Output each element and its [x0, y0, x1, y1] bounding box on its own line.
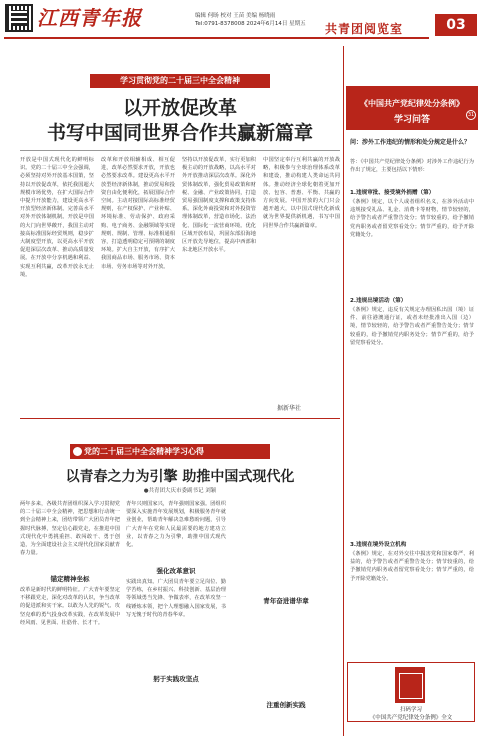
- article1-column-4: 中国坚定奉行互利共赢的开放战略，积极参与全球治理体系改革和建设，推动构建人类命运共同体。推动经济全球化朝着更加开放、包容、普惠、平衡、共赢的方向发展。中国开放的大门只会越开越大，以中国式现代化新成就为世界提供新机遇，书写中国同世界合作共赢新篇章。: [263, 157, 340, 229]
- article2-kicker: 党的二十届三中全会精神学习心得: [84, 447, 204, 456]
- article1-kicker: 学习贯彻党的二十届三中全会精神: [120, 76, 240, 85]
- article2-paragraph-3: 青年兴则国家兴，青年强则国家强。团组织要深入实施青年发展规划，积极服务青年就业创业，帮助青年解决急难愁盼问题，引导广大青年在党和人民最需要的地方建功立业，以青春之力为引擎，助推中国式现代化。: [126, 501, 226, 549]
- sidebar-subhead-2: 2.违规出境活动（第）: [350, 298, 407, 304]
- qr-promo-caption-2: 《中国共产党纪律处分条例》全文: [369, 715, 453, 721]
- sidebar-subhead-3: 3.违规在境外设立机构: [350, 542, 407, 548]
- article2-paragraph-4: 实践出真知。广大团员青年要立足岗位、勤学苦练，在乡村振兴、科技创新、基层治理等领域勇当先锋、争做表率，在改革攻坚一线锤炼本领，把个人理想融入国家发展，书写无愧于时代的青春华章。: [126, 579, 226, 618]
- article1-column-2: 改革和开放相辅相成、相互促进，改革必然要求开放，开放也必然要求改革。建设更高水平开放型经济新体制，推动贸易和投资自由化便利化，拓展国际合作空间。主动对接国际高标准经贸规则，在产权保护、产业补贴、环境标准、劳动保护、政府采购、电子商务、金融领域等实现规则、规制、管理、标准相通相容，打造透明稳定可预期的制度环境。扩大自主开放，有序扩大我国商品市场、服务市场、资本市场、劳务市场等对外开放。: [101, 157, 175, 270]
- sidebar-title: 《中国共产党纪律处分条例》: [360, 99, 464, 108]
- sidebar-answer-intro: 答：《中国共产党纪律处分条例》对涉外工作违纪行为作出了规定，主要包括以下情形：: [350, 159, 474, 174]
- sidebar-text-3: 《条例》规定，在对外交往中损害党和国家尊严、利益的，给予警告或者严重警告处分；情节较重的，给予撤销党内职务或者留党察看处分；情节严重的，给予开除党籍处分。: [350, 551, 474, 582]
- meta-line-1: 编辑 何旸 校对 王苗 美编 杨晓雨: [195, 13, 276, 19]
- article2-subhead-2: 强化改革意识: [156, 567, 196, 575]
- sidebar-number-badge: 31: [467, 112, 475, 118]
- sidebar-question: 问：涉外工作违纪的情形和处分规定是什么？: [350, 139, 471, 146]
- top-rule: [4, 37, 429, 39]
- article1-column-3: 坚持以开放促改革，实行更加积极主动的开放战略，以高水平对外开放推动深层次改革。深化外贸体制改革，强化贸易政策和财税、金融、产业政策协同，打造贸易强国制度支撑和政策支持体系。深化外商投资和对外投资管理体制改革，营造市场化、法治化、国际化一流营商环境。优化区域开放布局，巩固东部沿海地区开放先导地位，提高中西部和东北地区开放水平。: [182, 157, 256, 254]
- sidebar-text-2: 《条例》规定，违反有关规定办理因私出国（境）证件、前往港澳通行证，或者未经批准出入国（边）境，情节较轻的，给予警告或者严重警告处分；情节较重的，给予撤销党内职务处分；情节严重的，给予留党察看处分。: [350, 307, 474, 346]
- article1-column-1: 开放是中国式现代化的鲜明标识。党的二十届三中全会强调，必须坚持对外开放基本国策，坚持以开放促改革，依托我国超大规模市场优势，在扩大国际合作中提升开放能力，建设更高水平开放型经济新体制。完善高水平对外开放体制机制。开放是中国的大门向世界敞开，我国主动对接高标准国际经贸规则，稳步扩大制度型开放，以更高水平开放促进深层次改革、推动高质量发展。在开放中分享机遇和利益、实现互利共赢，改革开放永无止境。: [20, 157, 94, 278]
- page-number: 03: [435, 14, 477, 36]
- sidebar-subhead-1: 1.违规审批、接受境外捐赠（第）: [350, 190, 435, 196]
- article2-subhead-4: 青年奋进谱华章: [263, 597, 309, 605]
- sidebar-text-1: 《条例》规定，以个人或者组织名义，在涉外活动中违规接受礼品、礼金、消费卡等财物，情节较轻的，给予警告或者严重警告处分；情节较重的，给予撤销党内职务或者留党察看处分；情节严重的，给予开除党籍处分。: [350, 199, 474, 238]
- kicker-bullet-icon: [73, 447, 82, 456]
- article2-byline: ●共青团大庆市委副书记 刘颖: [143, 488, 217, 494]
- article2-headline: 以青春之力为引擎 助推中国式现代化: [65, 469, 295, 485]
- masthead-meta: [195, 12, 306, 28]
- sidebar-subtitle: 学习问答: [393, 115, 430, 125]
- article1-headline-line2: 书写中国同世界合作共赢新篇章: [46, 122, 313, 144]
- section-name: 共青团阅览室: [325, 22, 404, 36]
- article2-paragraph-2: 改革是新时代的鲜明特征。广大青年要坚定不移跟党走，深化对改革的认识，争当改革的促进派和实干家。以敢为人先的锐气、攻坚克难的勇气投身改革实践，在改革发展中经风雨、见世面、壮筋骨、长才干。: [20, 587, 120, 626]
- article2-subhead-1: 锚定精神坐标: [50, 575, 90, 583]
- column-separator: [343, 46, 344, 736]
- newspaper-logo: 江西青年报: [37, 6, 142, 30]
- article1-divider: [20, 150, 340, 151]
- article1-headline-line1: 以开放促改革: [122, 97, 237, 119]
- meta-line-2: Tel:0791-8378008 2024年6月14日 星期五: [195, 21, 306, 27]
- section-divider: [20, 418, 340, 419]
- article2-paragraph-1: 两年多来，各级共青团组织深入学习贯彻党的二十届三中全会精神，把思想和行动统一到全会精神上来，团结带领广大团员青年把握时代脉搏，坚定信心跟党走，在推进中国式现代化中勇挑重担、敢闯敢干、勇于创造，为全面建设社会主义现代化国家贡献青春力量。: [20, 501, 120, 557]
- article2-subhead-5: 注重创新实践: [266, 701, 306, 709]
- qr-promo-caption-1: 扫码学习: [399, 707, 422, 713]
- qr-code-icon: [5, 4, 33, 32]
- article1-headline: [20, 96, 340, 146]
- article1-byline: 据新华社: [277, 405, 302, 412]
- article2-subhead-3: 躬于实践攻坚点: [153, 675, 199, 683]
- book-cover-icon: [395, 667, 425, 703]
